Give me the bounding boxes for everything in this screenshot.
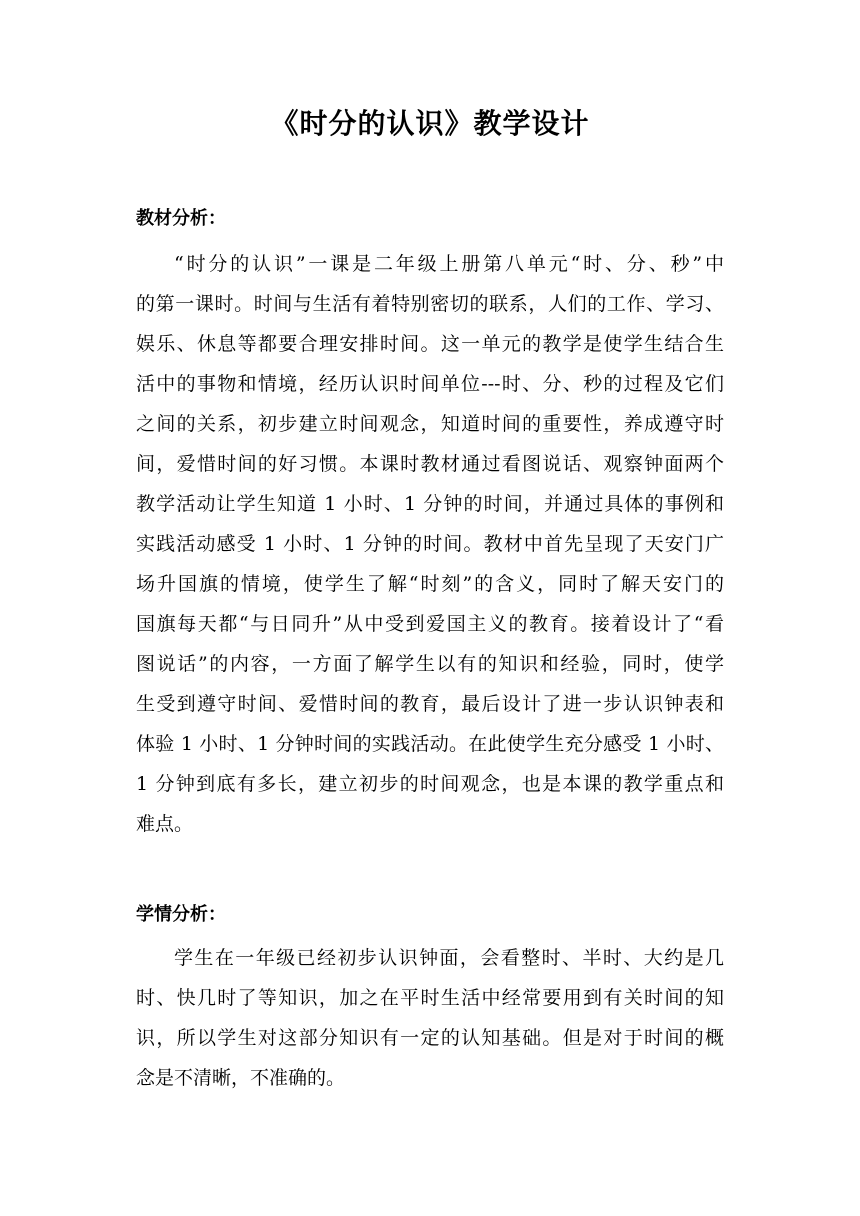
paragraph-line: 间，爱惜时间的好习惯。本课时教材通过看图说话、观察钟面两个 [136, 453, 724, 475]
paragraph-line: 1 分钟到底有多长，建立初步的时间观念，也是本课的教学重点和 [136, 773, 724, 795]
paragraph-line: 教学活动让学生知道 1 小时、1 分钟的时间，并通过具体的事例和 [136, 493, 724, 515]
document-title: 《时分的认识》教学设计 [270, 107, 590, 140]
paragraph-line: 念是不清晰，不准确的。 [136, 1067, 346, 1089]
paragraph-line: 之间的关系，初步建立时间观念，知道时间的重要性，养成遵守时 [136, 413, 724, 435]
paragraph-line: 识，所以学生对这部分知识有一定的认知基础。但是对于时间的概 [136, 1027, 724, 1049]
paragraph-line: 实践活动感受 1 小时、1 分钟的时间。教材中首先呈现了天安门广 [136, 533, 724, 555]
paragraph-student-analysis [136, 938, 724, 1098]
section-heading-textbook-analysis: 教材分析： [136, 208, 226, 229]
paragraph-line: 活中的事物和情境，经历认识时间单位---时、分、秒的过程及它们 [136, 373, 724, 395]
section-heading-student-analysis: 学情分析： [136, 904, 226, 925]
paragraph-line: 难点。 [136, 813, 194, 835]
paragraph-line: 时、快几时了等知识，加之在平时生活中经常要用到有关时间的知 [136, 987, 724, 1009]
paragraph-line: 生受到遵守时间、爱惜时间的教育，最后设计了进一步认识钟表和 [136, 693, 724, 715]
paragraph-line: 的第一课时。时间与生活有着特别密切的联系，人们的工作、学习、 [136, 293, 724, 315]
paragraph-textbook-analysis [136, 244, 724, 844]
paragraph-line: “时分的认识”一课是二年级上册第八单元“时、分、秒”中 [174, 253, 724, 275]
paragraph-line: 图说话”的内容，一方面了解学生以有的知识和经验，同时，使学 [136, 653, 724, 675]
paragraph-line: 场升国旗的情境，使学生了解“时刻”的含义，同时了解天安门的 [136, 573, 724, 595]
paragraph-line: 国旗每天都“与日同升”从中受到爱国主义的教育。接着设计了“看 [136, 613, 724, 635]
paragraph-line: 体验 1 小时、1 分钟时间的实践活动。在此使学生充分感受 1 小时、 [136, 733, 724, 755]
paragraph-line: 娱乐、休息等都要合理安排时间。这一单元的教学是使学生结合生 [136, 333, 724, 355]
paragraph-line: 学生在一年级已经初步认识钟面，会看整时、半时、大约是几 [174, 947, 724, 969]
